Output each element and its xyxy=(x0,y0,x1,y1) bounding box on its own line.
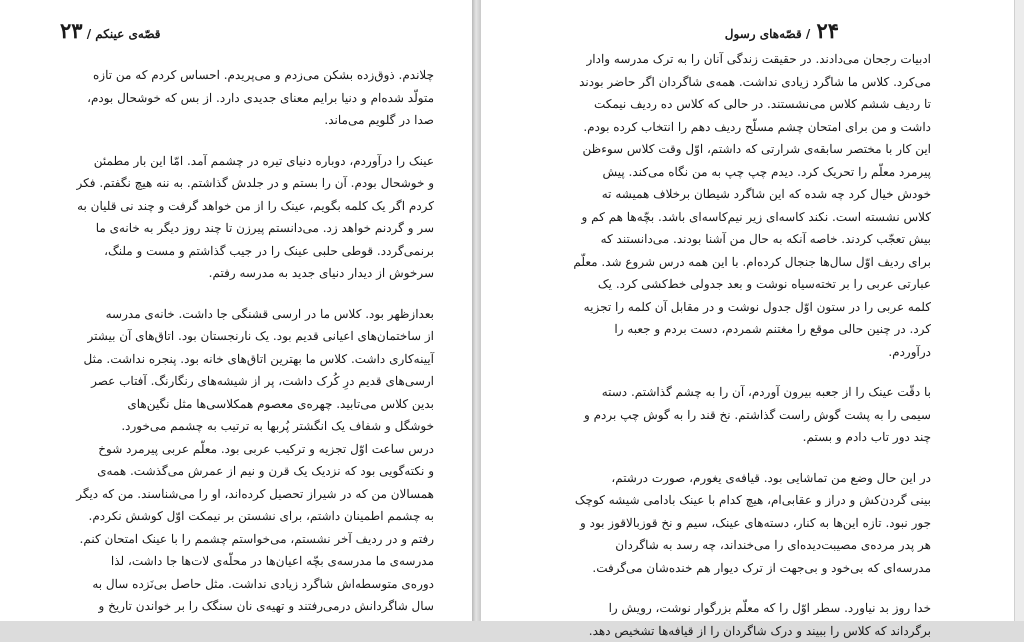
text-line: تا ردیف ششم کلاس می‌نشستند. در حالی که کلاس ده ردیف نیمکت xyxy=(537,93,931,116)
left-page-body xyxy=(62,64,434,618)
paragraph xyxy=(537,597,931,642)
paragraph-gap xyxy=(537,449,931,467)
right-page-title: / قصّه‌های رسول xyxy=(725,27,810,41)
left-page xyxy=(0,0,472,621)
paragraph xyxy=(537,381,931,449)
text-line: بینی گردن‌کش و دراز و عقابی‌ام، هیچ کدام با عینک بادامی شیشه کوچک xyxy=(537,489,931,512)
text-line: متولّد شده‌ام و دنیا برایم معنای جدیدی دارد. از بس که خوشحال بودم، xyxy=(62,87,434,110)
text-line: کردم اگر یک کلمه بگویم، عینک را از من خواهد گرفت و چند نی قلیان به xyxy=(62,195,434,218)
text-line: رفتم و در ردیف آخر نشستم، می‌خواستم چشمم را با عینک امتحان کنم. xyxy=(62,528,434,551)
paragraph-gap xyxy=(537,579,931,597)
text-line: همسالان من که در شیراز تحصیل کرده‌اند، او را می‌شناسند. من که دیگر xyxy=(62,483,434,506)
text-line: سال شاگردانش درمی‌رفتند و تهیه‌ی نان سنگک را بر خواندن تاریخ و xyxy=(62,595,434,618)
paragraph xyxy=(62,150,434,285)
text-line: کرد. در چنین حالی موقع را مغتنم شمردم، دست بردم و جعبه را xyxy=(537,318,931,341)
text-line: چند دور تاب دادم و بستم. xyxy=(537,426,931,449)
right-page-body xyxy=(537,48,931,642)
text-line: به چشمم اطمینان داشتم، برای نشستن بر نیمکت اوّل کوشش نکردم. xyxy=(62,505,434,528)
text-line: بدین کلاس می‌تابید. چهره‌ی معصوم همکلاسی‌ها مثل نگین‌های xyxy=(62,393,434,416)
text-line: مدرسه‌ای که بی‌خود و بی‌جهت از ترک دیوار هم خنده‌شان می‌گرفت. xyxy=(537,557,931,580)
paragraph-gap xyxy=(537,363,931,381)
text-line: کلمه عربی را در ستون اوّل جدول نوشت و در مقابل آن کلمه را تجزیه xyxy=(537,296,931,319)
text-line: بیش تعجّب کردند. خاصه آنکه به حال من آشنا بودند. می‌دانستند که xyxy=(537,228,931,251)
text-line: خوشگل و شفاف یک انگشتر پُربها به ترتیب به چشمم می‌خورد. xyxy=(62,415,434,438)
left-page-header xyxy=(58,18,160,43)
text-line: ارسی‌های قدیم درِ کُرک داشت، پر از شیشه‌های رنگارنگ. آفتاب عصر xyxy=(62,370,434,393)
left-page-title: قصّه‌ی عینکم / xyxy=(87,27,161,41)
text-line: عبارتی عربی را بر تخته‌سیاه نوشت و بعد جدولی خط‌کشی کرد. یک xyxy=(537,273,931,296)
right-page xyxy=(481,0,1024,621)
text-line: سرخوش از دیدار دنیای جدید به مدرسه رفتم. xyxy=(62,262,434,285)
paragraph xyxy=(62,303,434,618)
vertical-scrollbar[interactable] xyxy=(1014,0,1024,621)
text-line: سر و گردنم خواهد زد. می‌دانستم پیرزن تا چند روز دیگر به خانه‌ی ما xyxy=(62,217,434,240)
text-line: برگرداند که کلاس را ببیند و درک شاگردان را از قیافه‌ها تشخیص دهد. xyxy=(537,620,931,642)
paragraph xyxy=(537,467,931,580)
text-line: دوره‌ی متوسطه‌اش شاگرد زیادی نداشت. مثل حاصل بی‌نَزده سال به xyxy=(62,573,434,596)
text-line: ادبیات رجحان می‌دادند. در حقیقت زندگی آنان را به ترک مدرسه وادار xyxy=(537,48,931,71)
text-line: بعدازظهر بود. کلاس ما در ارسی قشنگی جا داشت. خانه‌ی مدرسه xyxy=(62,303,434,326)
paragraph-gap xyxy=(62,132,434,150)
paragraph xyxy=(62,64,434,132)
text-line: در این حال وضع من تماشایی بود. قیافه‌ی یغورم، صورت درشتم، xyxy=(537,467,931,490)
right-page-header xyxy=(725,18,839,43)
text-line: هر پدر مرده‌ی مصیبت‌دیده‌ای را می‌خنداند، چه رسد به شاگردان xyxy=(537,534,931,557)
text-line: برنمی‌گردد. قوطی حلبی عینک را در جیب گذاشتم و مست و ملنگ، xyxy=(62,240,434,263)
text-line: داشت و من برای امتحان چشم مسلّح ردیف دهم را انتخاب کرده بودم. xyxy=(537,116,931,139)
text-line: آیینه‌کاری داشت. کلاس ما بهترین اتاق‌های خانه بود. پنجره نداشت. مثل xyxy=(62,348,434,371)
text-line: می‌کرد. کلاس ما شاگرد زیادی نداشت. همه‌ی شاگردان اگر حاضر بودند xyxy=(537,71,931,94)
text-line: مدرسه‌ی ما مدرسه‌ی بچّه اعیان‌ها در محلّه‌ی لات‌ها جا داشت، لذا xyxy=(62,550,434,573)
left-page-number: ۲۳ xyxy=(60,18,83,43)
text-line: از ساختمان‌های اعیانی قدیم بود. یک نارنجستان بود. اتاق‌های آن بیشتر xyxy=(62,325,434,348)
right-page-number: ۲۴ xyxy=(816,18,839,43)
text-line: کلاس نشسته است. نکند کاسه‌ای زیر نیم‌کاسه‌ای باشد. بچّه‌ها هم کم و xyxy=(537,206,931,229)
paragraph-gap xyxy=(62,285,434,303)
text-line: عینک را درآوردم، دوباره دنیای تیره در چشمم آمد. امّا این بار مطمئن xyxy=(62,150,434,173)
text-line: صدا در گلویم می‌ماند. xyxy=(62,109,434,132)
text-line: پیرمرد معلّم را تحریک کرد. دیدم چپ چپ به من نگاه می‌کند. پیش xyxy=(537,161,931,184)
text-line: این کار با مختصر سابقه‌ی شرارتی که داشتم، اوّل وقت کلاس سوءظن xyxy=(537,138,931,161)
text-line: چلاندم. ذوق‌زده بشکن می‌زدم و می‌پریدم. احساس کردم که من تازه xyxy=(62,64,434,87)
text-line: جور نبود. تازه این‌ها به کنار، دسته‌های عینک، سیم و نخ قوزبالاقوز بود و xyxy=(537,512,931,535)
text-line: برای ردیف اوّل سال‌ها جنجال کرده‌ام. با این همه درس شروع شد. معلّم xyxy=(537,251,931,274)
text-line: سیمی را به پشت گوش راست گذاشتم. نخ قند را به گوش چپ بردم و xyxy=(537,404,931,427)
paragraph xyxy=(537,48,931,363)
page-gutter xyxy=(472,0,481,621)
text-line: خدا روز بد نیاورد. سطر اوّل را که معلّم بزرگوار نوشت، رویش را xyxy=(537,597,931,620)
text-line: و نکته‌گویی بود که نزدیک یک قرن و نیم از عمرش می‌گذشت. همه‌ی xyxy=(62,460,434,483)
text-line: درس ساعت اوّل تجزیه و ترکیب عربی بود. معلّم عربی پیرمرد شوخ xyxy=(62,438,434,461)
text-line: و خوشحال بودم. آن را بستم و در جلدش گذاشتم. به ننه هیچ نگفتم. فکر xyxy=(62,172,434,195)
text-line: با دقّت عینک را از جعبه بیرون آوردم، آن را به چشم گذاشتم. دسته xyxy=(537,381,931,404)
text-line: درآوردم. xyxy=(537,341,931,364)
text-line: خودش خیال کرد چه شده که این شاگرد شیطان برخلاف همیشه ته xyxy=(537,183,931,206)
